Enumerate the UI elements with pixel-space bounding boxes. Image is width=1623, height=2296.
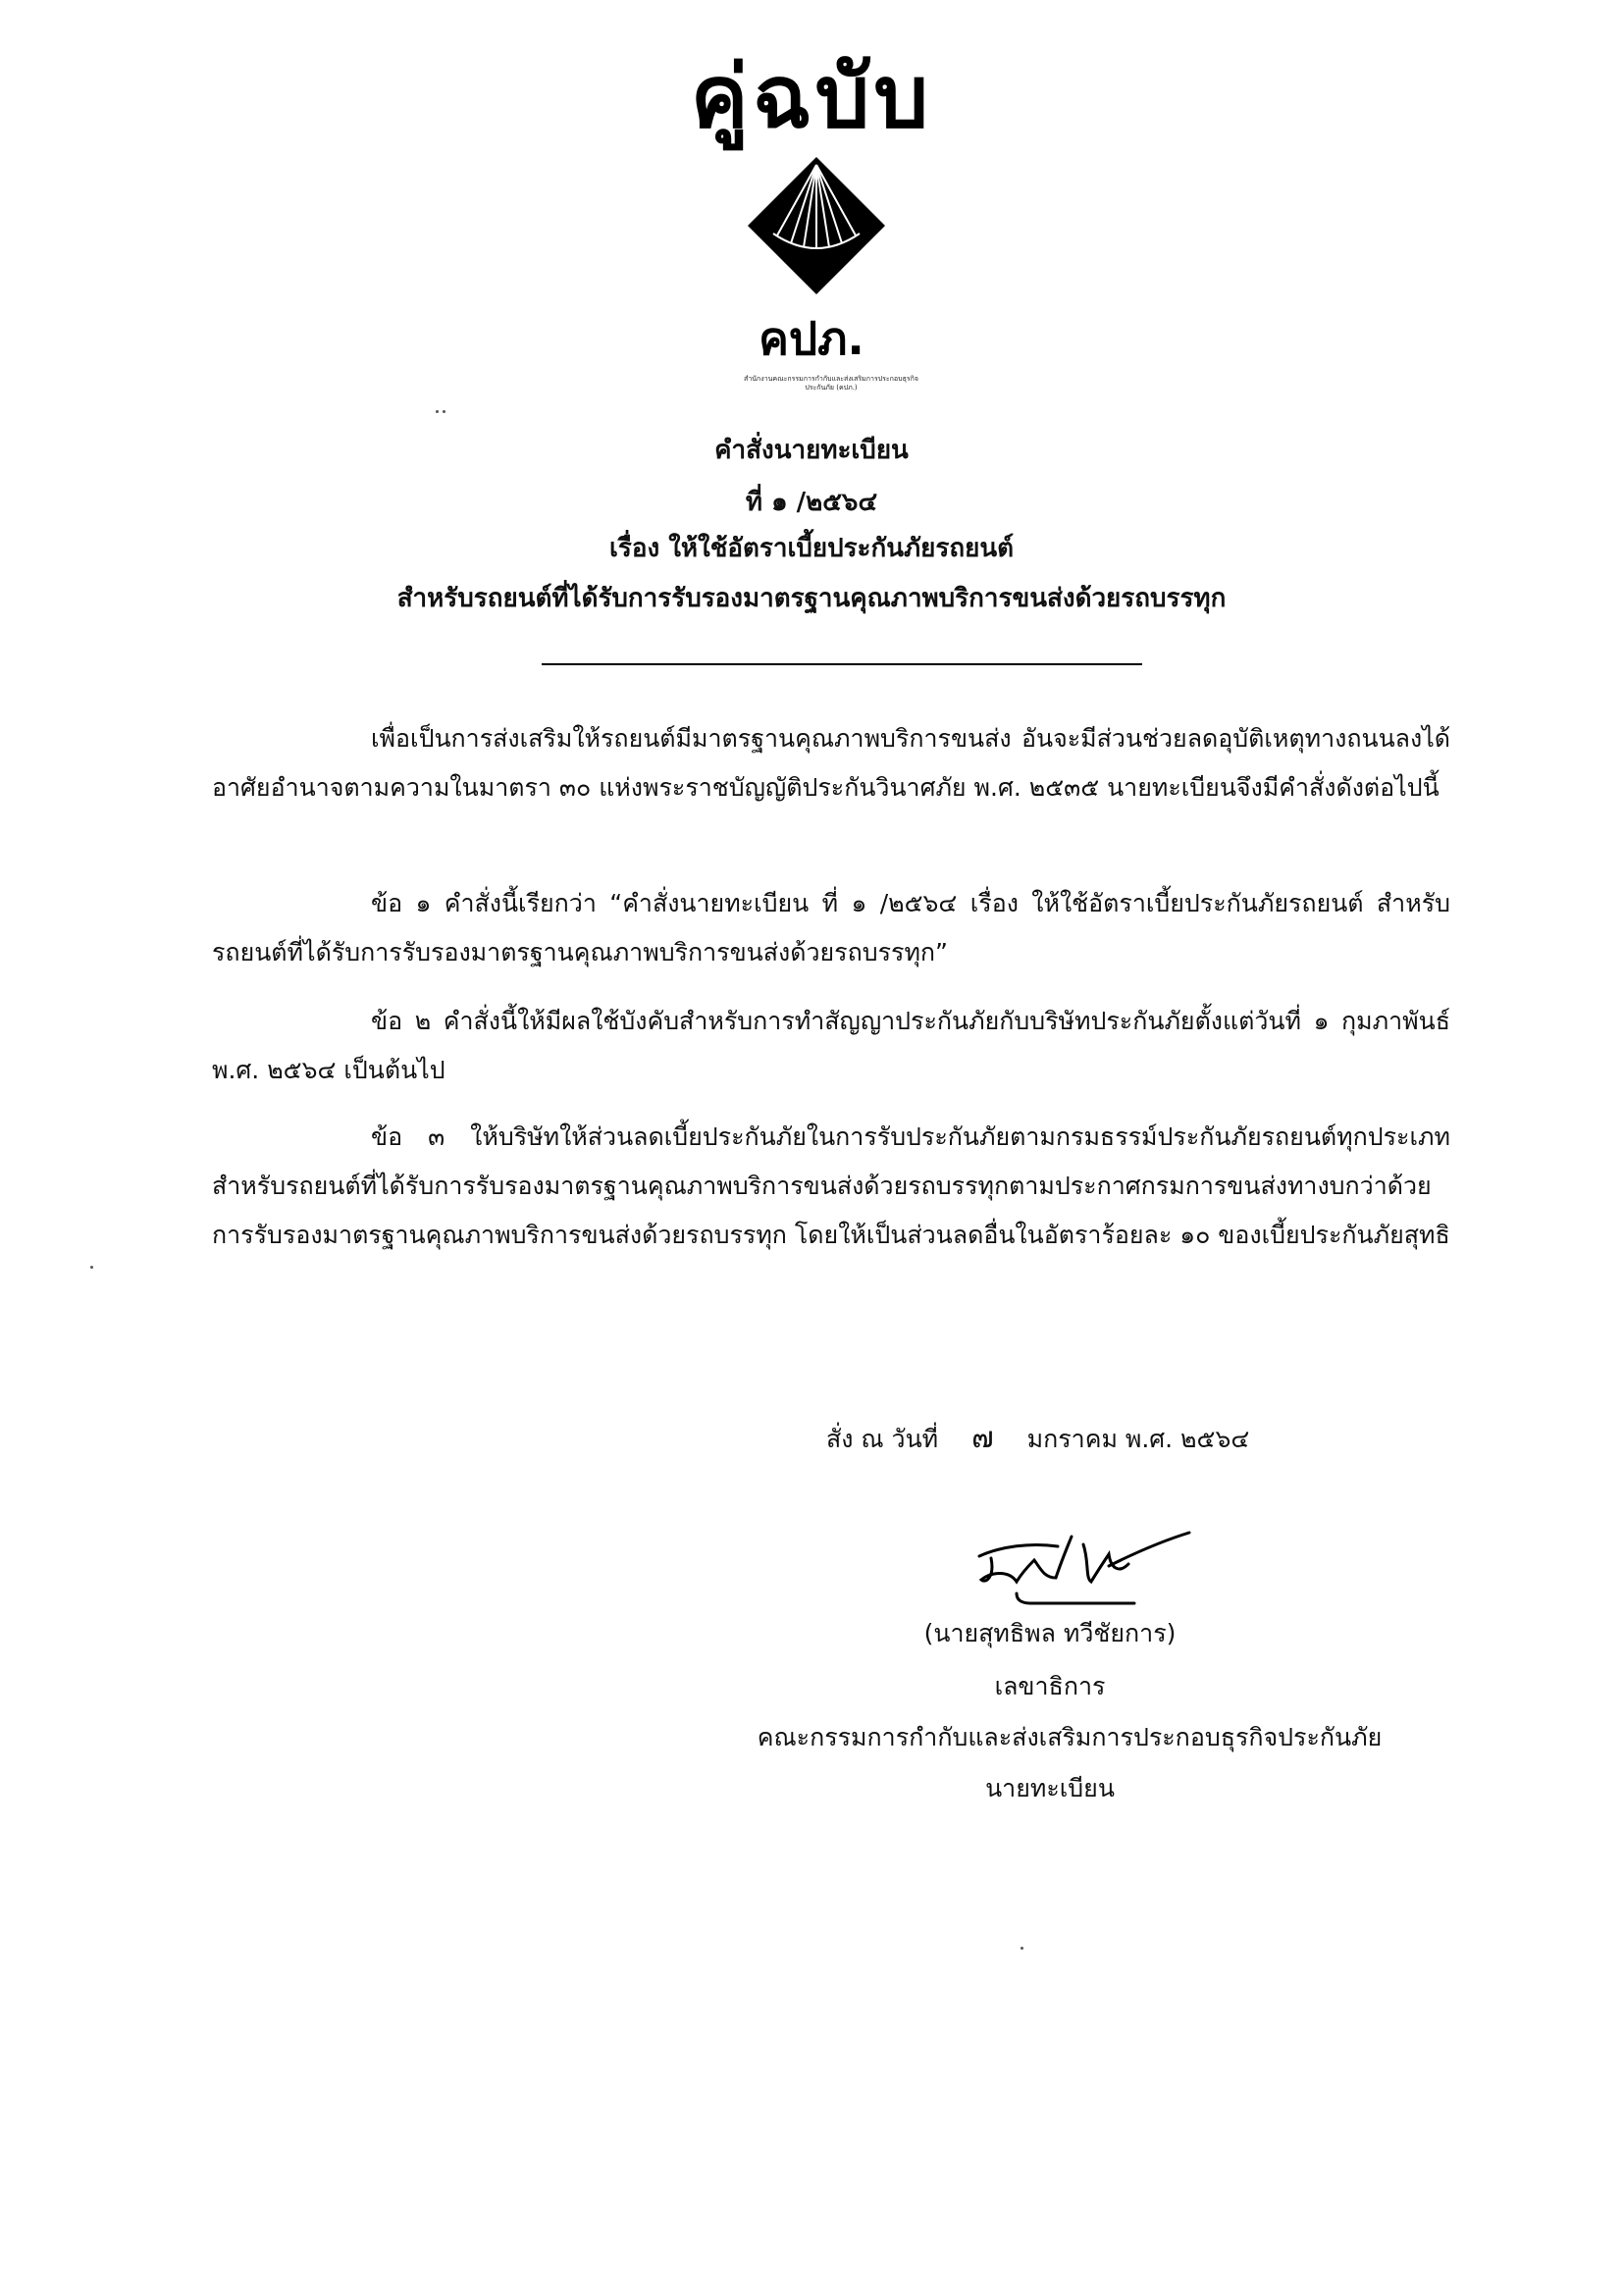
signatory-organization: คณะกรรมการกำกับและส่งเสริมการประกอบธุรกิจประกันภัย — [757, 1723, 1383, 1751]
scan-speck — [436, 410, 439, 413]
order-number: ที่ ๑ /๒๕๖๔ — [745, 488, 878, 517]
order-date — [826, 1421, 1249, 1456]
clause-1-text: ข้อ ๑ คำสั่งนี้เรียกว่า “คำสั่งนายทะเบียน ที่ ๑ /๒๕๖๔ เรื่อง ให้ใช้อัตราเบี้ยประกันภัยรถยนต์ สำหรับรถยนต์ที่ได้รับการรับรองมาตรฐานคุณภาพบริการขนส่งด้วยรถบรรทุก” — [212, 889, 1450, 966]
date-day: ๗ — [971, 1421, 994, 1455]
signatory-position: เลขาธิการ — [994, 1672, 1106, 1700]
heading-divider — [542, 663, 1142, 665]
clause-2-paragraph — [212, 997, 1450, 1095]
signatory-role: นายทะเบียน — [985, 1774, 1115, 1802]
organization-full-name: สำนักงานคณะกรรมการกำกับและส่งเสริมการประกอบธุรกิจประกันภัย (คปภ.) — [744, 375, 918, 391]
signature-mark — [962, 1521, 1207, 1609]
scan-speck — [90, 1266, 93, 1269]
order-subject-line2: สำหรับรถยนต์ที่ได้รับการรับรองมาตรฐานคุณภาพบริการขนส่งด้วยรถบรรทุก — [396, 584, 1227, 613]
scan-speck — [443, 410, 445, 413]
scan-speck — [1021, 1947, 1023, 1950]
clause-1-paragraph — [212, 879, 1450, 977]
oic-emblem-icon — [748, 157, 885, 294]
date-month-year: มกราคม พ.ศ. ๒๕๖๔ — [1026, 1425, 1250, 1453]
preamble-paragraph — [212, 714, 1450, 812]
date-prefix: สั่ง ณ วันที่ — [826, 1425, 939, 1453]
clause-3-paragraph — [212, 1113, 1450, 1260]
clause-2-text: ข้อ ๒ คำสั่งนี้ให้มีผลใช้บังคับสำหรับการทำสัญญาประกันภัยกับบริษัทประกันภัยตั้งแต่วันที่ ๑ กุมภาพันธ์ พ.ศ. ๒๕๖๔ เป็นต้นไป — [212, 1007, 1450, 1084]
organization-abbreviation: คปภ. — [759, 312, 864, 365]
order-subject: เรื่อง ให้ใช้อัตราเบี้ยประกันภัยรถยนต์ — [608, 534, 1014, 563]
order-title: คำสั่งนายทะเบียน — [714, 436, 909, 465]
preamble-text: เพื่อเป็นการส่งเสริมให้รถยนต์มีมาตรฐานคุณภาพบริการขนส่ง อันจะมีส่วนช่วยลดอุบัติเหตุทางถนนลงได้ อาศัยอำนาจตามความในมาตรา ๓๐ แห่งพระราชบัญญัติประกันวินาศภัย พ.ศ. ๒๕๓๕ นายทะเบียนจึงมีคำสั่งดังต่อไปนี้ — [212, 724, 1450, 802]
original-copy-stamp: คู่ฉบับ — [690, 46, 933, 147]
signatory-name: (นายสุทธิพล ทวีชัยการ) — [923, 1619, 1177, 1647]
clause-3-text: ข้อ ๓ ให้บริษัทให้ส่วนลดเบี้ยประกันภัยในการรับประกันภัยตามกรมธรรม์ประกันภัยรถยนต์ทุกประเภท สำหรับรถยนต์ที่ได้รับการรับรองมาตรฐานคุณภาพบริการขนส่งด้วยรถบรรทุกตามประกาศกรมการขนส่งทางบกว่าด้วยการรับรองมาตรฐานคุณภาพบริการขนส่งด้วยรถบรรทุก โดยให้เป็นส่วนลดอื่นในอัตราร้อยละ ๑๐ ของเบี้ยประกันภัยสุทธิ — [212, 1122, 1450, 1249]
